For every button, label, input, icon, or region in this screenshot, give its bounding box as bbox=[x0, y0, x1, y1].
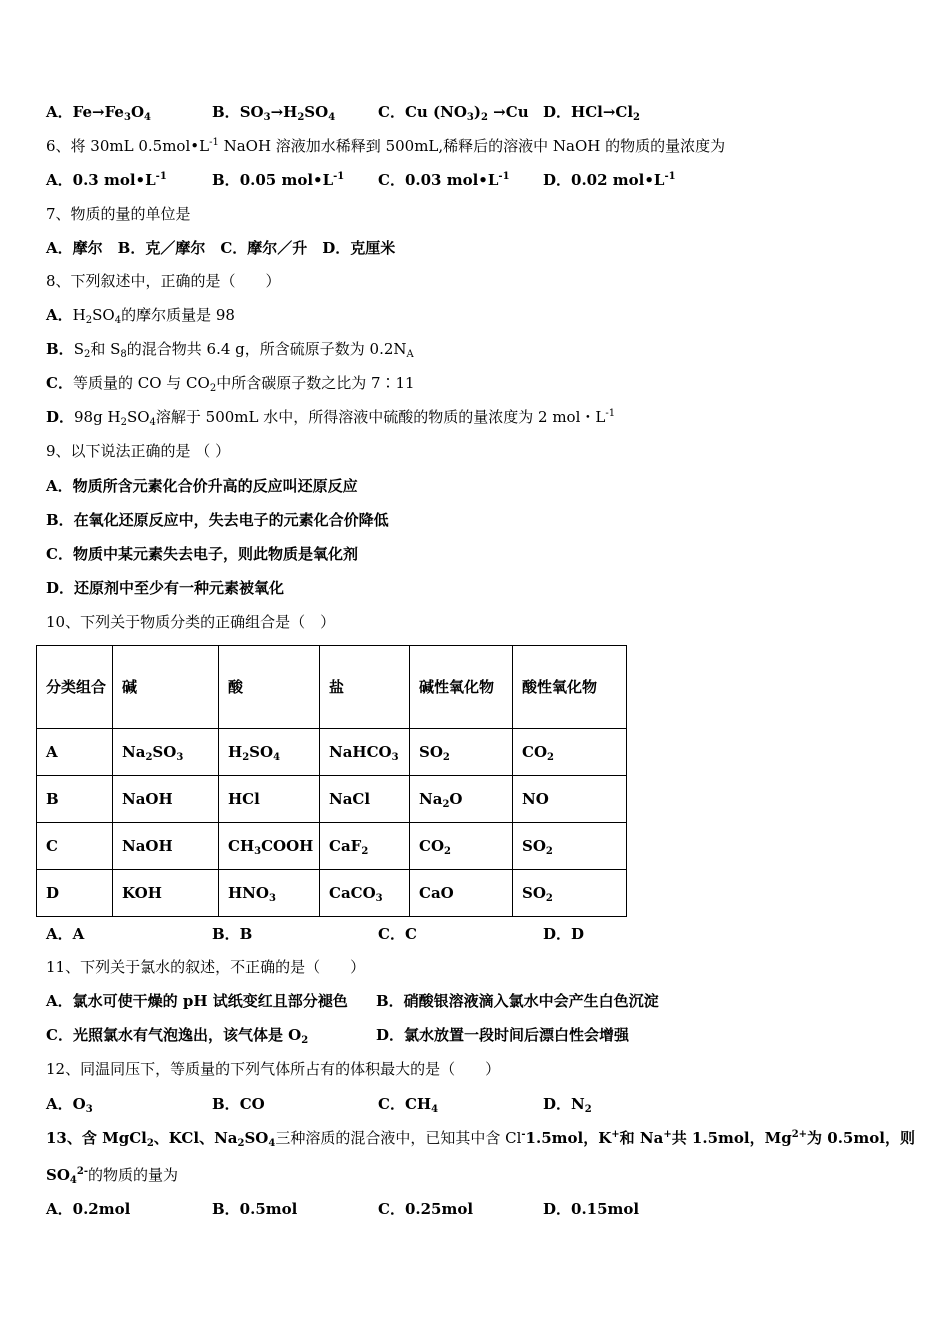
q10-option-d: D．D bbox=[543, 925, 585, 943]
table-cell: B bbox=[37, 776, 113, 823]
q5-option-d: D．$HCl\to Cl_2$ bbox=[543, 103, 641, 123]
q6-stem: 6、将 30mL $0.5mol•L^{-1}$ NaOH 溶液加水稀释到 500mL,稀释后的溶液中 NaOH 的物质的量浓度为 bbox=[46, 137, 726, 155]
q5-option-b: B．$SO_3\to H_2SO_4$ bbox=[212, 103, 336, 123]
q9-option-b: B．在氧化还原反应中，失去电子的元素化合价降低 bbox=[46, 511, 389, 529]
q13-option-b: B．0.5mol bbox=[212, 1200, 298, 1218]
header-cell: 酸 bbox=[219, 646, 320, 729]
q9-option-d: D．还原剂中至少有一种元素被氧化 bbox=[46, 579, 285, 597]
table-cell: NaOH bbox=[113, 776, 219, 823]
header-cell: 碱 bbox=[113, 646, 219, 729]
q12-option-b: B．CO bbox=[212, 1095, 265, 1113]
table-cell: $Na_2SO_3$ bbox=[113, 729, 219, 776]
table-cell: HCl bbox=[219, 776, 320, 823]
q13-stem-line2: $SO_4^{2-}$的物质的量为 bbox=[46, 1166, 178, 1186]
q12-stem: 12、同温同压下，等质量的下列气体所占有的体积最大的是（ ） bbox=[46, 1060, 501, 1078]
q11-option-b: B．硝酸银溶液滴入氯水中会产生白色沉淀 bbox=[376, 992, 659, 1010]
table-cell: $H_2SO_4$ bbox=[219, 729, 320, 776]
table-row bbox=[37, 870, 627, 917]
table-cell: $Na_2O$ bbox=[410, 776, 513, 823]
table-cell: D bbox=[37, 870, 113, 917]
q7-stem: 7、物质的量的单位是 bbox=[46, 205, 191, 223]
table-cell: $CH_3COOH$ bbox=[219, 823, 320, 870]
q11-option-a: A．氯水可使干燥的 pH 试纸变红且部分褪色 bbox=[46, 992, 348, 1010]
header-cell: 分类组合 bbox=[37, 646, 113, 729]
table-cell: $SO_2$ bbox=[410, 729, 513, 776]
q6-option-d: D．0.02 $mol•L^{-1}$ bbox=[543, 171, 676, 189]
table-cell: NO bbox=[513, 776, 627, 823]
table-cell: CaF$_2$ bbox=[320, 823, 410, 870]
table-cell: $SO_2$ bbox=[513, 870, 627, 917]
table-cell: KOH bbox=[113, 870, 219, 917]
q6-option-b: B．0.05 $mol•L^{-1}$ bbox=[212, 171, 345, 189]
table-header-row bbox=[37, 646, 627, 729]
q13-option-d: D．0.15mol bbox=[543, 1200, 640, 1218]
q8-stem: 8、下列叙述中，正确的是（ ） bbox=[46, 272, 281, 290]
classification-table bbox=[36, 645, 627, 917]
q6-option-c: C．0.03 $mol•L^{-1}$ bbox=[378, 171, 510, 189]
table-row bbox=[37, 776, 627, 823]
q9-option-a: A．物质所含元素化合价升高的反应叫还原反应 bbox=[46, 477, 358, 495]
table-cell: $CO_2$ bbox=[410, 823, 513, 870]
q11-option-d: D．氯水放置一段时间后漂白性会增强 bbox=[376, 1026, 630, 1044]
q13-stem: 13、含 MgCl$_2$、KCl、$Na_2SO_4$三种溶质的混合液中，已知其中含 Cl-1.5mol，K+和 Na+共 1.5mol，$Mg^{2+}$为 0.5mol，则 bbox=[46, 1129, 915, 1149]
header-cell: 盐 bbox=[320, 646, 410, 729]
table-cell: A bbox=[37, 729, 113, 776]
header-cell: 碱性氧化物 bbox=[410, 646, 513, 729]
table-cell: CaO bbox=[410, 870, 513, 917]
table-cell: C bbox=[37, 823, 113, 870]
q8-option-a: A．$H_2SO_4$的摩尔质量是 98 bbox=[46, 306, 235, 326]
q6-option-a: A．0.3 $mol•L^{-1}$ bbox=[46, 171, 167, 189]
q7-options: A．摩尔 B．克／摩尔 C．摩尔／升 D．克厘米 bbox=[46, 239, 396, 257]
q5-option-c: C．Cu $(NO_3)_2 \to Cu$ bbox=[378, 103, 529, 123]
header-cell: 酸性氧化物 bbox=[513, 646, 627, 729]
q13-option-a: A．0.2mol bbox=[46, 1200, 131, 1218]
q10-option-b: B．B bbox=[212, 925, 253, 943]
q8-option-b: B．$S_2$和 $S_8$的混合物共 6.4 g，所含硫原子数为 $0.2N_A$ bbox=[46, 340, 414, 360]
q10-option-a: A．A bbox=[46, 925, 85, 943]
q10-stem: 10、下列关于物质分类的正确组合是（ ） bbox=[46, 613, 336, 631]
table-cell: $SO_2$ bbox=[513, 823, 627, 870]
q9-stem: 9、以下说法正确的是 （ ） bbox=[46, 442, 231, 460]
table-cell: NaOH bbox=[113, 823, 219, 870]
table-row bbox=[37, 823, 627, 870]
q8-option-d: D．98g $H_2SO_4$溶解于 500mL 水中，所得溶液中硫酸的物质的量浓度为 2 mol・$L^{-1}$ bbox=[46, 408, 616, 428]
table-cell: NaHCO$_3$ bbox=[320, 729, 410, 776]
q9-option-c: C．物质中某元素失去电子，则此物质是氧化剂 bbox=[46, 545, 358, 563]
q10-option-c: C．C bbox=[378, 925, 417, 943]
table-cell: CaCO$_3$ bbox=[320, 870, 410, 917]
table-cell: $HNO_3$ bbox=[219, 870, 320, 917]
q5-option-a: A．$Fe\to Fe_3O_4$ bbox=[46, 103, 151, 123]
table-row bbox=[37, 729, 627, 776]
q12-option-a: A．$O_3$ bbox=[46, 1095, 93, 1115]
table-cell: NaCl bbox=[320, 776, 410, 823]
q11-stem: 11、下列关于氯水的叙述，不正确的是（ ） bbox=[46, 958, 366, 976]
q13-option-c: C．0.25mol bbox=[378, 1200, 474, 1218]
table-cell: $CO_2$ bbox=[513, 729, 627, 776]
q12-option-d: D．$N_2$ bbox=[543, 1095, 592, 1115]
q12-option-c: C．$CH_4$ bbox=[378, 1095, 439, 1115]
q11-option-c: C．光照氯水有气泡逸出，该气体是 $O_2$ bbox=[46, 1026, 309, 1046]
q8-option-c: C．等质量的 CO 与 $CO_2$中所含碳原子数之比为 7∶11 bbox=[46, 374, 415, 394]
